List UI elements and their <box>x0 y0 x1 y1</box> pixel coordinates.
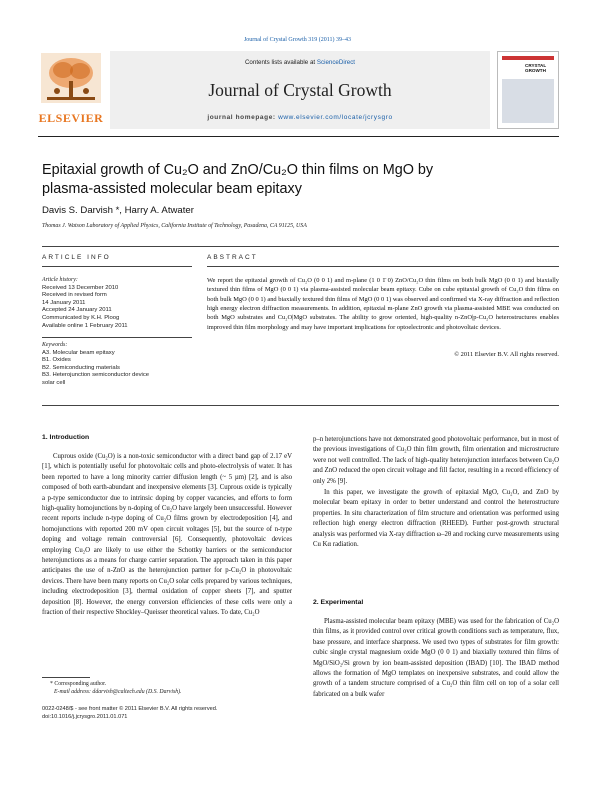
article-info-rule <box>42 266 192 267</box>
article-title-line1: Epitaxial growth of Cu₂O and ZnO/Cu₂O thin films on MgO by <box>42 162 434 178</box>
history-revised-date: 14 January 2011 <box>42 299 86 306</box>
author-affiliation: Thomas J. Watson Laboratory of Applied Physics, California Institute of Technology, Pasadena, CA 91125, USA <box>42 223 307 229</box>
keyword-item: B1. Oxides <box>42 357 71 364</box>
elsevier-logo <box>38 53 104 127</box>
journal-masthead <box>38 51 559 131</box>
copyright-notice: © 2011 Elsevier B.V. All rights reserved. <box>454 351 559 358</box>
keywords-label: Keywords: <box>42 342 68 348</box>
contents-prefix: Contents lists available at <box>244 59 317 66</box>
author-email-note[interactable]: E-mail address: ddarvish@caltech.edu (D.S. Darvish). <box>54 689 182 695</box>
sciencedirect-link[interactable]: ScienceDirect <box>316 59 356 66</box>
history-online: Available online 1 February 2011 <box>42 322 128 329</box>
intro-continuation-paragraph: p–n heterojunctions have not demonstrated good photovoltaic performance, but in most of the previous investigations of Cu₂O thin film growth, film orientation and microstructure were not well controlled. The lack of high-quality heterojunction interfaces between Cu₂O and ZnO reduced the open circuit voltage and fill factor, resulting in a record efficiency of only 2% [9]. <box>313 436 559 485</box>
intro-paragraph: Cuprous oxide (Cu₂O) is a non-toxic semiconductor with a direct band gap of 2.17 eV [1], which is potentially useful for photovoltaic cells and photo-electrolysis of water. It has been reported to have a long minority carrier diffusion length (~ 5 µm) [2], and is also composed of both earth-abundant and inexpensive elements [3]. Cuprous oxide is typically a p-type semiconductor due to intrinsic doping by copper vacancies, and efforts to form high-quality homojunctions by n-doping of Cu₂O have largely been unsuccessful. However recent reports include n-type doping of Cu₂O films grown by electrodeposition [4], and homojunctions with reported 200 mV open circuit voltages [5], but the source of n-type doping and voltage remain controversial [6]. Consequently, photovoltaic devices employing Cu₂O are likely to use either the Schottky barriers or the semiconductor heterojunctions as a means for charge carrier separation. The approach taken in this paper anticipates the use of n-ZnO as the heterojunction partner for p-Cu₂O in photovoltaic devices. There have been many reports on Cu₂O solar cells prepared by various techniques, including electrodeposition [3], thermal oxidation of copper sheets [7], and sputter deposition [8]. However, the energy conversion efficiencies of these cells were only a fraction of their respective Shockley–Queisser theoretical values. To date, Cu₂O <box>42 453 292 617</box>
issn-line: 0022-0248/$ - see front matter © 2011 Elsevier B.V. All rights reserved. <box>42 706 218 712</box>
cover-band <box>502 56 554 60</box>
article-title-line2: plasma-assisted molecular beam epitaxy <box>42 181 302 197</box>
introduction-heading: 1. Introduction <box>42 434 90 441</box>
cover-image <box>502 79 554 123</box>
experimental-paragraph: Plasma-assisted molecular beam epitaxy (MBE) was used for the fabrication of Cu₂O thin films, as it provided control over critical growth conditions such as temperature, flux, base pressure, and interface sharpness. We used two types of substrates for film growth: cubic single crystal magnesium oxide MgO (0 0 1) and biaxially textured thin films of MgO/SiO₂/Si grown by ion beam-assisted deposition (IBAD) [10]. The IBAD method allows the formation of MgO templates on inexpensive substrates, and could allow the growth of a tandem structure comprised of a Cu₂O thin film cell on top of a solar cell fabricated on a bulk wafer <box>313 618 559 698</box>
history-accepted: Accepted 24 January 2011 <box>42 307 112 314</box>
homepage-link[interactable]: www.elsevier.com/locate/jcrysgro <box>278 114 393 121</box>
keyword-item: solar cell <box>42 379 66 386</box>
body-left-column <box>42 452 292 619</box>
intro-aims-paragraph: In this paper, we investigate the growth of epitaxial MgO, Cu₂O, and ZnO by molecular beam epitaxy in order to better understand and control the heterostructure properties. In situ characterization of film structure and orientation was performed using reflection high energy electron diffraction (RHEED). Further post-growth structural analysis was performed via X-ray diffraction ω–2θ and rocking curve measurements using Cu Kα radiation. <box>313 489 559 549</box>
article-history <box>42 277 192 330</box>
contents-line <box>110 59 490 66</box>
experimental-heading: 2. Experimental <box>313 599 364 606</box>
masthead-rule <box>38 136 559 137</box>
article-title <box>42 161 522 199</box>
history-received: Received 13 December 2010 <box>42 284 119 291</box>
keyword-item: B3. Heterojunction semiconductor device <box>42 372 150 379</box>
homepage-label: journal homepage: <box>207 114 279 121</box>
publisher-name: ELSEVIER <box>38 111 104 125</box>
article-info-heading: ARTICLE INFO <box>42 254 111 261</box>
corresponding-author-note: * Corresponding author. <box>50 681 107 687</box>
cover-title-line1: CRYSTAL <box>525 63 547 68</box>
journal-citation[interactable]: Journal of Crystal Growth 319 (2011) 39–43 <box>243 37 352 43</box>
abstract-bottom-rule <box>42 405 559 406</box>
homepage-line <box>110 114 490 121</box>
keyword-item: B2. Semiconducting materials <box>42 364 120 371</box>
abstract-text: We report the epitaxial growth of Cu₂O (0 0 1) and m-plane (1 0 1̄ 0) ZnO/Cu₂O thin films on both bulk MgO (0 0 1) and biaxially textured thin films of MgO (0 0 1) via plasma-assisted molecular beam epitaxy. Cube on cube epitaxial growth of Cu₂O thin films on both bulk MgO (0 0 1) and biaxially textured thin films of MgO (0 0 1) was observed and confirmed via X-ray diffraction and reflection high energy electron diffraction measurements. In addition, epitaxial m-plane ZnO growth via plasma-assisted MBE was conducted on both MgO substrates and Cu₂O|MgO substrates. The ability to grow oriented, high-quality n-ZnO|p-Cu₂O heterostructures enables improved thin film morphology and may have important implications for optoelectronic and photovoltaic devices. <box>207 277 559 331</box>
abstract-heading: ABSTRACT <box>207 254 258 261</box>
journal-cover-thumbnail <box>497 51 559 129</box>
cover-title <box>525 63 546 74</box>
footnote-rule <box>42 677 90 678</box>
info-top-rule <box>42 246 559 247</box>
cover-title-line2: GROWTH <box>525 68 546 74</box>
keyword-item: A3. Molecular beam epitaxy <box>42 349 115 356</box>
history-label: Article history: <box>42 277 78 283</box>
doi-line[interactable]: doi:10.1016/j.jcrysgro.2011.01.071 <box>42 714 128 720</box>
keywords-rule <box>42 337 192 338</box>
history-revised: Received in revised form <box>42 292 107 299</box>
keywords-block <box>42 342 192 388</box>
author-list: Davis S. Darvish *, Harry A. Atwater <box>42 205 194 216</box>
history-communicated: Communicated by K.H. Ploog <box>42 314 120 321</box>
journal-banner <box>110 51 490 129</box>
abstract-rule <box>207 266 559 267</box>
body-right-column <box>313 435 559 550</box>
elsevier-tree-icon <box>41 53 101 103</box>
journal-title: Journal of Crystal Growth <box>208 80 392 100</box>
experimental-column <box>313 617 559 700</box>
